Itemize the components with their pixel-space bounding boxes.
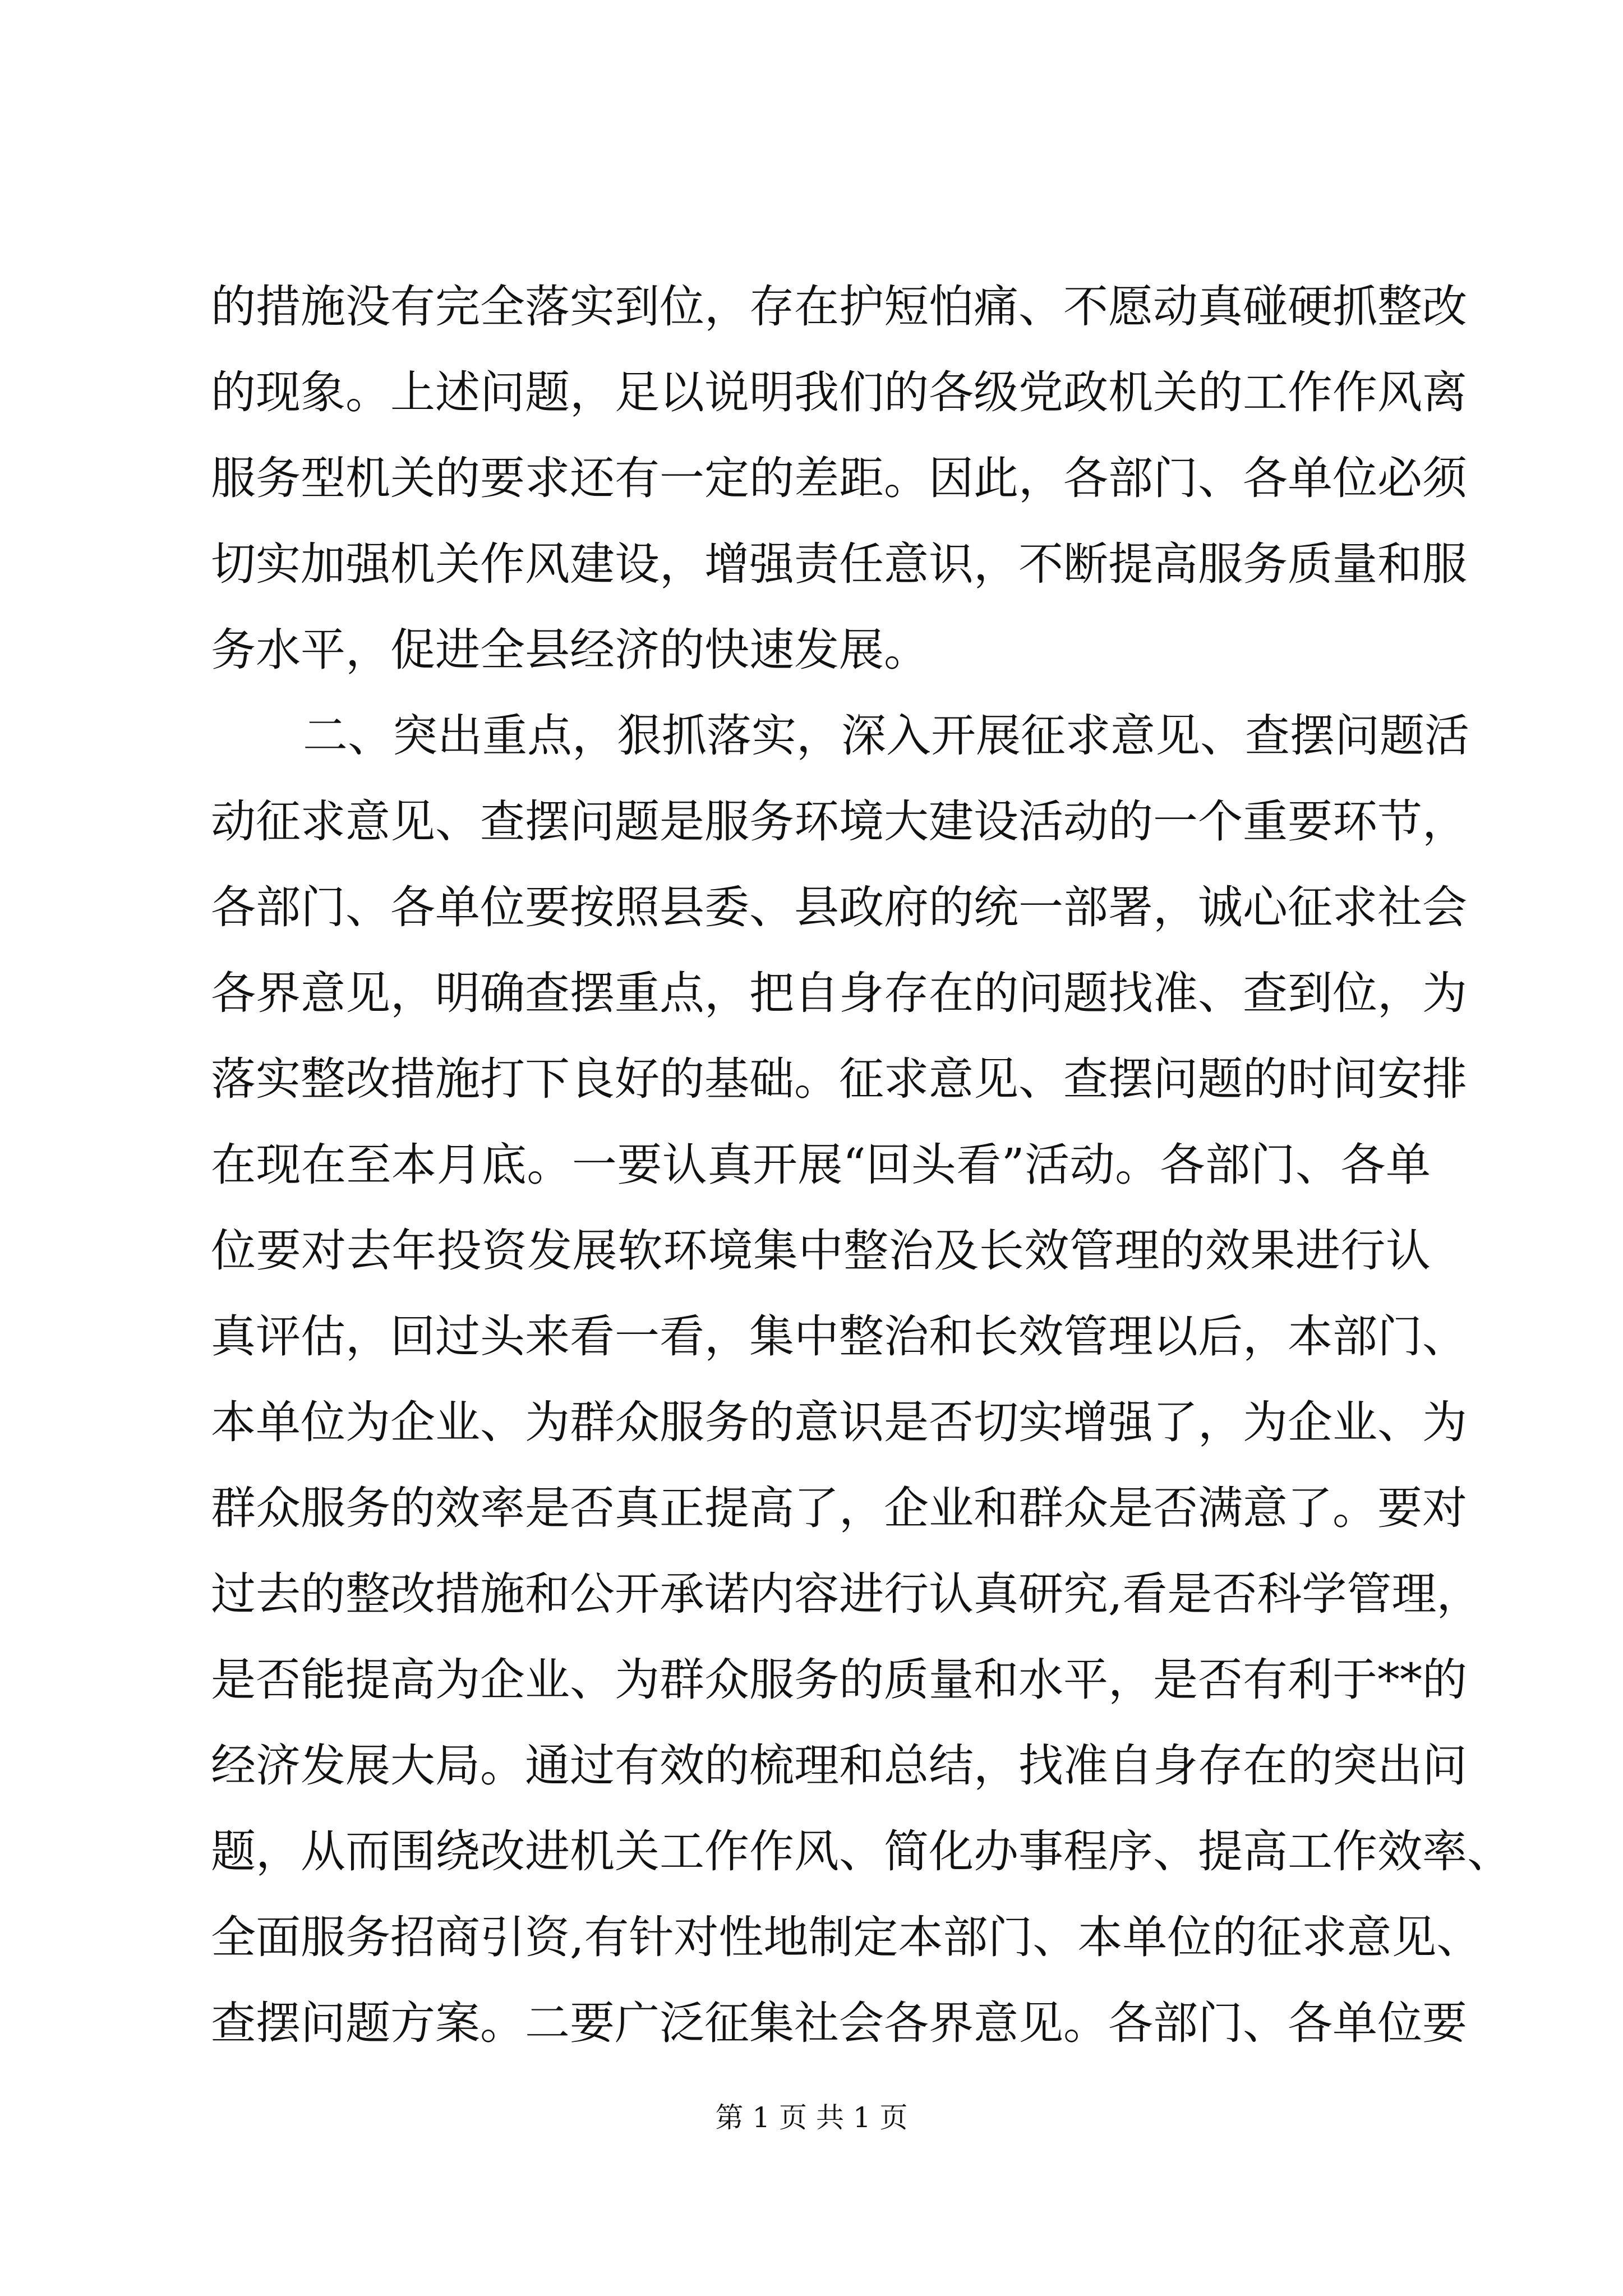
section-heading-line: 二、突出重点，狠抓落实，深入开展征求意见、查摆问题活 (303, 710, 1469, 762)
text-line: 各界意见，明确查摆重点，把自身存在的问题找准、查到位，为 (211, 967, 1467, 1019)
text-line: 本单位为企业、为群众服务的意识是否切实增强了，为企业、为 (211, 1396, 1467, 1448)
text-line: 题，从而围绕改进机关工作作风、简化办事程序、提高工作效率、 (211, 1825, 1512, 1878)
text-line: 真评估，回过头来看一看，集中整治和长效管理以后，本部门、 (211, 1310, 1467, 1363)
text-line: 落实整改措施打下良好的基础。征求意见、查摆问题的时间安排 (211, 1053, 1467, 1105)
text-line: 群众服务的效率是否真正提高了，企业和群众是否满意了。要对 (211, 1482, 1467, 1534)
text-line: 在现在至本月底。一要认真开展“回头看”活动。各部门、各单 (211, 1139, 1431, 1191)
text-line: 动征求意见、查摆问题是服务环境大建设活动的一个重要环节， (211, 795, 1467, 848)
text-line: 查摆问题方案。二要广泛征集社会各界意见。各部门、各单位要 (211, 1997, 1467, 2049)
text-line: 务水平，促进全县经济的快速发展。 (211, 624, 929, 676)
text-line: 的现象。上述问题，足以说明我们的各级党政机关的工作作风离 (211, 366, 1467, 418)
text-line: 经济发展大局。通过有效的梳理和总结，找准自身存在的突出问 (211, 1740, 1467, 1792)
text-line: 切实加强机关作风建设，增强责任意识，不断提高服务质量和服 (211, 538, 1467, 590)
text-line: 全面服务招商引资,有针对性地制定本部门、本单位的征求意见、 (211, 1911, 1482, 1963)
body-text (211, 264, 1512, 2066)
text-line: 的措施没有完全落实到位，存在护短怕痛、不愿动真碰硬抓整改 (211, 280, 1467, 333)
text-line: 各部门、各单位要按照县委、县政府的统一部署，诚心征求社会 (211, 881, 1467, 933)
text-line: 服务型机关的要求还有一定的差距。因此，各部门、各单位必须 (211, 452, 1467, 504)
text-line: 过去的整改措施和公开承诺内容进行认真研究,看是否科学管理， (211, 1568, 1482, 1620)
page-number-footer: 第 1 页 共 1 页 (715, 2101, 908, 2134)
text-line: 是否能提高为企业、为群众服务的质量和水平，是否有利于**的 (211, 1654, 1467, 1706)
text-line: 位要对去年投资发展软环境集中整治及长效管理的效果进行认 (211, 1225, 1431, 1277)
